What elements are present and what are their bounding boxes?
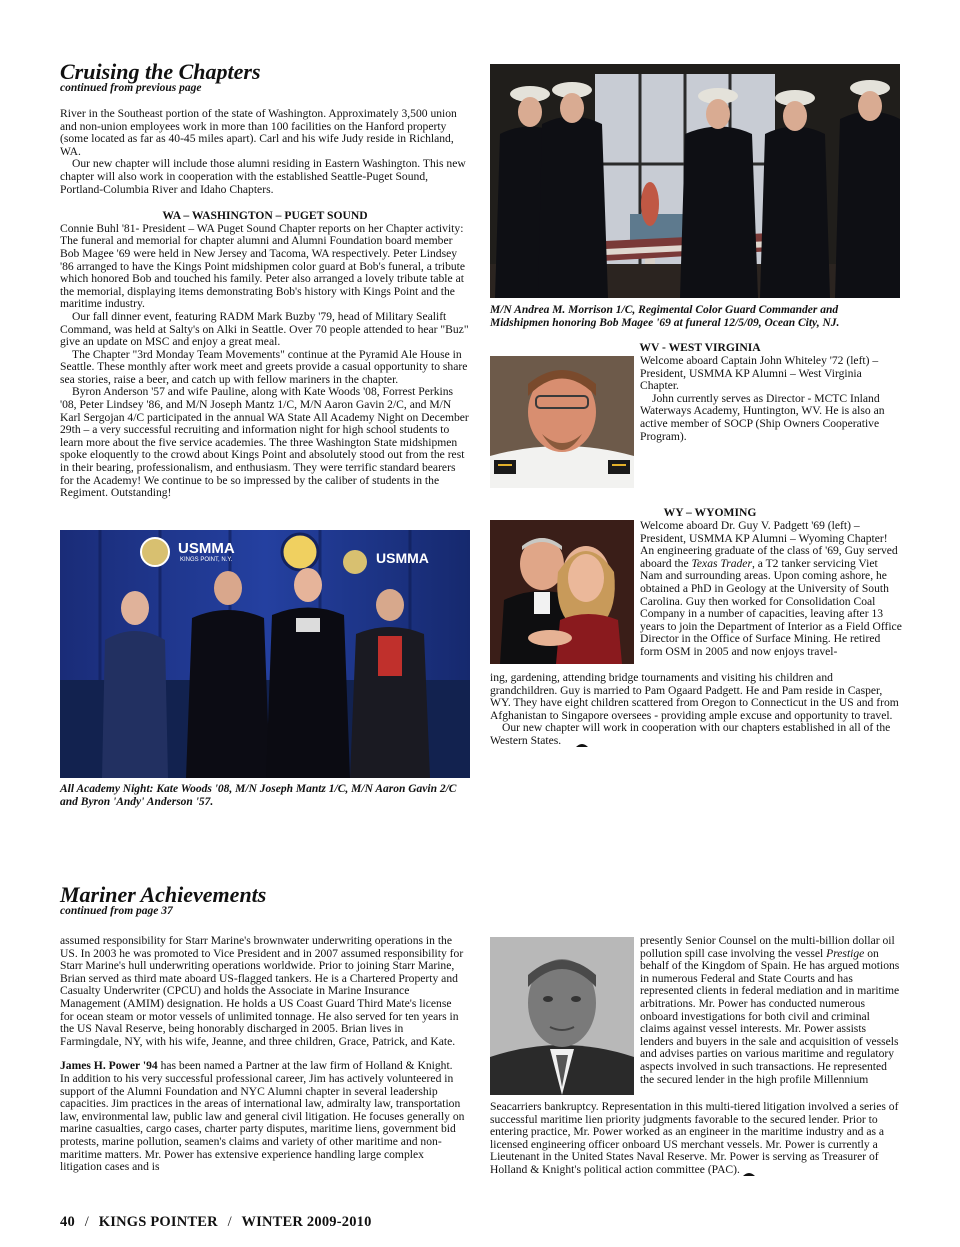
paragraph: Our new chapter will work in cooperation with our chapters established in all of the Western States.	[490, 721, 891, 747]
banner-usmma-left: USMMA	[178, 540, 235, 557]
section-heading-wa: WA – WASHINGTON – PUGET SOUND	[162, 209, 368, 223]
paragraph: John currently serves as Director - MCTC Inland Waterways Academy, Huntington, WV. He is also an active member of SOCP (Ship Owners Cooperative Program).	[640, 391, 885, 443]
wy-text	[640, 520, 902, 659]
footer-separator: /	[84, 1214, 89, 1230]
wy-text-continued	[490, 672, 902, 748]
name-james-power: James H. Power '94	[60, 1059, 158, 1073]
paragraph: Byron Anderson '57 and wife Pauline, along with Kate Woods '08, Forrest Perkins '08, Peter Lindsey '86, and M/N Joseph Mantz 1/C, M/N Aaron Gavin 2/C, and M/N Karl Sergojan 4/C participated in the annual WA State All Academy Night on December 29th – a very successful recruiting and information night for high school students to learn more about the five service academies. The three Washington State midshipmen spoke eloquently to the crowd about Kings Point and absolutely stood out from the rest in their bearing, professionalism, and enthusiasm. They were terrific standard bearers for the Academy! We continue to be so impressed by the caliber of students in the Regiment. Outstanding!	[60, 385, 469, 500]
footer-separator: /	[227, 1214, 232, 1230]
section-heading-wv: WV - WEST VIRGINIA	[639, 341, 761, 354]
page-footer	[60, 1214, 372, 1231]
paragraph: The Chapter "3rd Monday Team Movements" continue at the Pyramid Ale House in Seattle. These monthly after work meet and greets provide a casual opportunity to share sea stories, raise a beer, and catch up with fellow mariners in the chapter.	[60, 347, 468, 386]
paragraph: Connie Buhl '81- President – WA Puget Sound Chapter reports on her Chapter activity: The funeral and memorial for chapter alumni and Alumni Foundation board member Bob Magee '69 were held in New Jersey and Tacoma, WA respectively. Peter Lindsey '86 arranged to have the Kings Point midshipmen color guard at Bob's funeral, a tribute which honored Bob and touched his family. Peter also arranged a lovely tribute table at the memorial, displaying items demonstrating Bob's history with Kings Point and the maritime industry.	[60, 221, 466, 311]
paragraph: Our new chapter will include those alumni residing in Eastern Washington. This new chapter will also work in cooperation with the established Seattle-Puget Sound, Portland-Columbia River and Idaho Chapters.	[60, 157, 466, 196]
section-heading-wy: WY – WYOMING	[663, 506, 757, 519]
paragraph: Welcome aboard Dr. Guy V. Padgett '69 (left) – President, USMMA KP Alumni – Wyoming Chapter! An engineering graduate of the class of '69, Guy served aboard the Texas Trader, a T2 tanker servicing Viet Nam and surrounding areas. Upon coming ashore, he obtained a PhD in Geology at the University of South Carolina. Guy then worked for Consolidation Coal Company in a number of capacities, leaving after 13 years to join the Department of Interior as a Field Office Director in the Office of Surface Mining. He retired form OSM in 2005 and now enjoys travel-	[640, 519, 902, 658]
issue-date: WINTER 2009-2010	[241, 1214, 372, 1230]
end-mark-icon	[564, 739, 576, 744]
john-whiteley-photo	[490, 356, 634, 488]
wv-text	[640, 355, 902, 443]
mariner-right-column	[640, 935, 902, 1086]
article-title-mariner: Mariner Achievements	[60, 882, 267, 907]
ship-name-texas-trader: Texas Trader	[691, 556, 752, 570]
paragraph: assumed responsibility for Starr Marine's brownwater underwriting operations in the US. In 2003 he was promoted to Vice President and in 2007 assumed responsibility for Starr Marine's hull underwriting operations worldwide. Prior to joining Starr Marine, Brian served as third mate aboard US-flagged tankers. He is a Chartered Property and Casualty Underwriter (CPCU) and holds the Associate in Marine Insurance Management (AMIM) designation. He holds a US Coast Guard Third Mate's license for ocean steam or motor vessels of unlimited tonnage. He also served for ten years in the US Naval Reserve, being honorably discharged in 2005. Brian lives in Farmingdale, NY, with his wife, Jeanne, and three children, Grace, Patrick, and Kate.	[60, 934, 464, 1048]
color-guard-photo	[490, 64, 900, 298]
mariner-left-column	[60, 935, 465, 1174]
ship-name-prestige: Prestige	[826, 946, 865, 960]
magazine-name: KINGS POINTER	[98, 1214, 218, 1230]
left-column-text	[60, 108, 470, 500]
guy-padgett-photo	[490, 520, 634, 664]
paragraph: ing, gardening, attending bridge tournaments and visiting his children and grandchildren. Guy is married to Pam Ogaard Padgett. He and Pam reside in Casper, WY. They have eight children scattered from Oregon to Connecticut in the US and from Afghanistan to Singapore oversees - providing ample excuse and opportunity to travel.	[490, 671, 899, 722]
caption-color-guard: M/N Andrea M. Morrison 1/C, Regimental Color Guard Commander and Midshipmen honoring Bob Magee '69 at funeral 12/5/09, Ocean City, NJ.	[490, 304, 840, 329]
mariner-right-column-continued	[490, 1101, 902, 1177]
continued-note: continued from previous page	[60, 82, 202, 94]
paragraph: Seacarriers bankruptcy. Representation in this multi-tiered litigation involved a series of successful maritime lien priority judgments favorable to the secured lender. Prior to entering practice, Mr. Power worked as an engineer in the maritime industry and as a licensed engineering officer onboard US merchant vessels. Mr. Power is currently a Lieutenant in the United States Naval Reserve. Mr. Power is serving as Treasurer of Holland & Knight's political action committee (PAC).	[490, 1100, 899, 1176]
academy-night-photo	[60, 530, 470, 778]
paragraph: River in the Southeast portion of the state of Washington. Approximately 3,500 union and non-union employees work in more than 100 facilities on the Hanford property (some located as far as 40-45 miles apart). Carl and his wife Judy reside in Richland, WA.	[60, 107, 457, 158]
paragraph: James H. Power '94 has been named a Partner at the law firm of Holland & Knight. In addition to his very successful professional career, Jim has actively volunteered in support of the Alumni Foundation and NYC Alumni chapter in several leadership capacities. Jim practices in the areas of international law, admiralty law, transportation law, environmental law, public law and general civil litigation. He focuses generally on marine casualties, cargo cases, charter party disputes, maritime liens, government bid protests, marine pollution, seamen's claims and variety of other maritime and non-maritime matters. Mr. Power has extensive experience handling large complex litigation cases and is	[60, 1059, 465, 1174]
paragraph: Our fall dinner event, featuring RADM Mark Buzby '79, head of Military Sealift Command, was held at Salty's on Alki in Seattle. Over 70 people attended to hear "Buz" give an update on MSC and enjoy a great meal.	[60, 309, 469, 349]
caption-academy-night: All Academy Night: Kate Woods '08, M/N Joseph Mantz 1/C, M/N Aaron Gavin 2/C and Byron 'Andy' Anderson '57.	[60, 783, 457, 808]
banner-kings-point: KINGS POINT, N.Y.	[180, 557, 233, 563]
continued-note: continued from page 37	[60, 905, 173, 917]
paragraph: Welcome aboard Captain John Whiteley '72 (left) – President, USMMA KP Alumni – West Virginia Chapter.	[640, 354, 879, 393]
end-mark-icon	[743, 1168, 755, 1173]
banner-usmma-right: USMMA	[376, 550, 429, 566]
article-title-cruising: Cruising the Chapters	[60, 59, 261, 84]
paragraph: presently Senior Counsel on the multi-billion dollar oil pollution spill case involving the vessel Prestige on behalf of the Kingdom of Spain. He has argued motions in numerous Federal and State Courts and has represented clients in federal mediation and in maritime arbitrations. Mr. Power has conducted numerous onboard investigations for both civil and criminal claims against vessel interests. Mr. Power assists lenders and buyers in the sale and acquisition of vessels and advises parties on various maritime and regulatory aspects involved in such transactions. He represented the secured lender in the high profile Millennium	[640, 934, 900, 1086]
james-power-photo	[490, 937, 634, 1095]
page-number: 40	[60, 1214, 75, 1230]
